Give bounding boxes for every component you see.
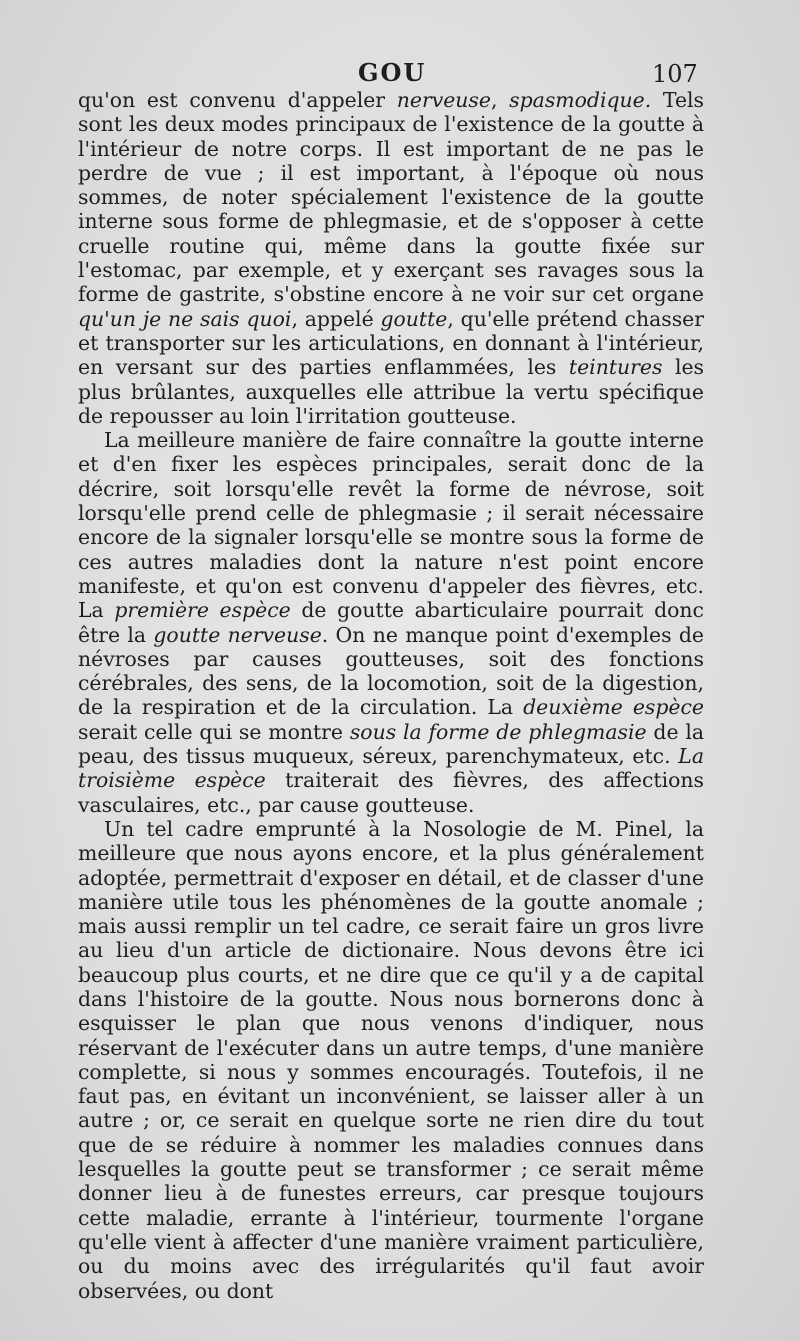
text-run: traiterait des fièvres, des affections vasculaires, etc., par cause goutteuse. [78,768,704,817]
text-run: , qu'elle prétend chasser et transporter sur les articulations, en donnant à l'intérieur, en versant sur des parties enflammées, les [78,306,704,380]
italic-run: goutte nerveuse [153,622,322,647]
italic-run: nerveuse [396,88,491,112]
page-number: 107 [652,60,698,88]
text-run: La meilleure manière de faire connaître la goutte interne et d'en fixer les espèces principales, serait donc de la décrire, soit lorsqu'elle revêt la forme de névrose, soit lorsqu'elle prend celle de phlegmasie ; il serait nécessaire encore de la signaler lorsqu'elle se montre sous la forme de ces autres maladies dont la nature n'est point encore manifeste, et qu'on est convenu d'appeler des fièvres, etc. La [78,428,704,623]
italic-run: La troisième espèce [78,744,704,793]
text-run: serait celle qui se montre [78,719,350,744]
text-run: de la peau, des tissus muqueux, séreux, parenchymateux, etc. [78,719,705,769]
italic-run: goutte [380,306,448,331]
italic-run: deuxième espèce [523,695,704,720]
italic-run: sous la forme de phlegmasie [349,719,647,744]
paragraph-1 [78,88,704,428]
text-run: , appelé [291,306,381,331]
page-header [0,56,800,92]
running-head: GOU [358,58,427,87]
text-run: , [490,88,510,112]
text-run: Un tel cadre emprunté à la Nosologie de M. Pinel, la meilleure que nous ayons encore, et la plus généralement adoptée, permettrait d'exposer en détail, et de classer d'une manière utile tous les phénomènes de la goutte anomale ; mais aussi remplir un tel cadre, ce serait faire un gros livre au lieu d'un article de dictionaire. Nous devons être ici beaucoup plus courts, et ne dire que ce qu'il y a de capital dans l'histoire de la goutte. Nous nous bornerons donc à esquisser le plan que nous venons d'indiquer, nous réservant de l'exécuter dans un autre temps, d'une manière complette, si nous y sommes encouragés. Toutefois, il ne faut pas, en évitant un inconvénient, se laisser aller à un autre ; or, ce serait en quelque sorte ne rien dire du tout que de se réduire à nommer les maladies connues dans lesquelles la goutte peut se transformer ; ce serait même donner lieu à de funestes erreurs, car presque toujours cette maladie, errante à l'intérieur, tourmente l'organe qu'elle vient à affecter d'une manière vraiment particulière, ou du moins avec des irrégularités qu'il faut avoir observées, ou dont [78,816,704,1303]
text-run: de goutte abarticulaire pourrait donc être la [78,598,704,647]
italic-run: teintures [568,355,663,380]
text-run: . On ne manque point d'exemples de névroses par causes goutteuses, soit des fonctions cérébrales, des sens, de la locomotion, soit de la digestion, de la respiration et de la circulation. La [78,622,705,720]
italic-run: première espèce [114,598,291,623]
text-run: les plus brûlantes, auxquelles elle attribue la vertu spécifique de repousser au loin l'irritation goutteuse. [78,355,704,428]
text-run: Tels sont les deux modes principaux de l'existence de la goutte à l'intérieur de notre corps. Il est important de ne pas le perdre de vue ; il est important, à l'époque où nous sommes, de noter spécialement l'existence de la goutte interne sous forme de phlegmasie, et de s'opposer à cette cruelle routine qui, même dans la goutte fixée sur l'estomac, par exemple, et y exerçant ses ravages sous la forme de gastrite, s'obstine encore à ne voir sur cet organe [78,88,704,307]
italic-run: spasmodique. [509,88,652,112]
paragraph-3 [78,817,704,1303]
paragraph-2 [78,428,704,817]
text-run: qu'on est convenu d'appeler [78,88,397,112]
body-text [78,88,704,1303]
italic-run: qu'un je ne sais quoi [78,306,292,331]
